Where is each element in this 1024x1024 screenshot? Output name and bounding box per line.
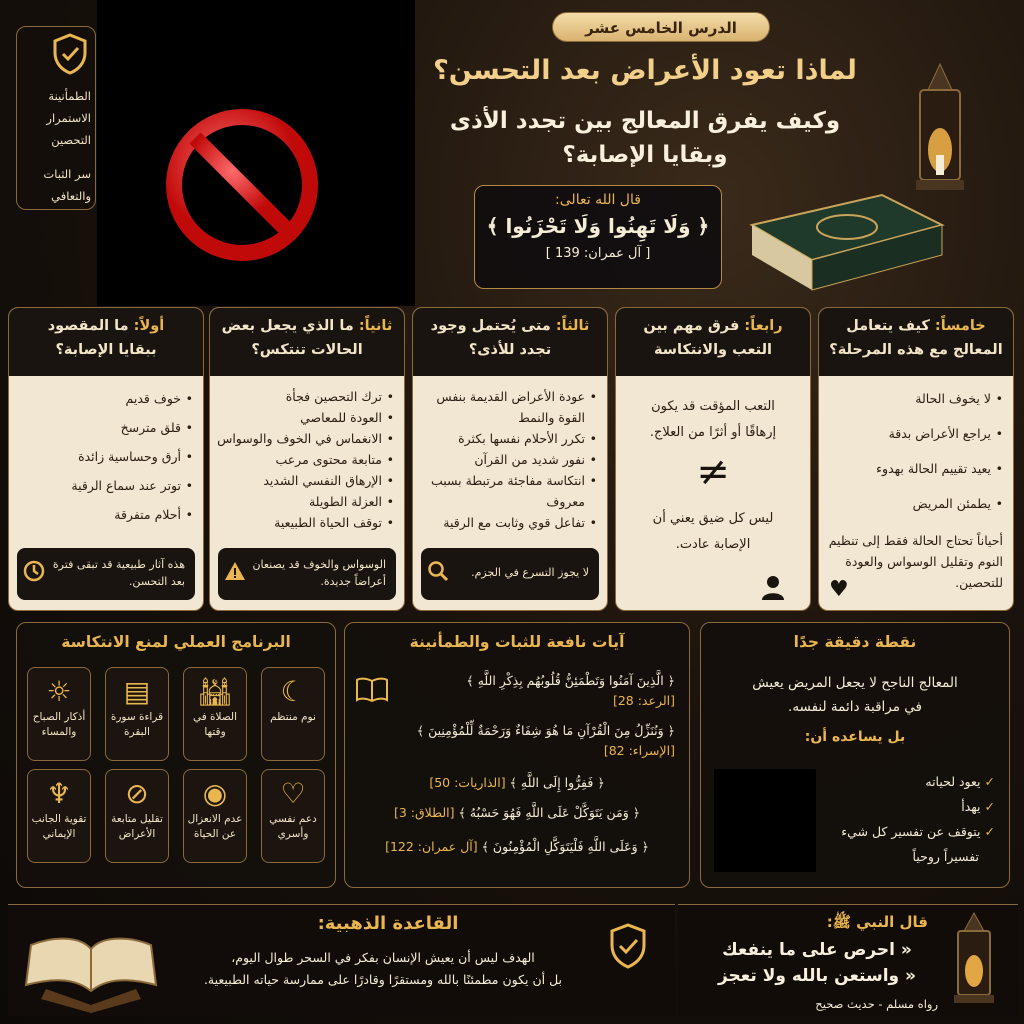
col2-note (218, 548, 396, 600)
col5-num: خامساً: (934, 318, 986, 334)
list-item: • أرق وحساسية زائدة (15, 446, 193, 467)
subtle-line-1: المعالج الناجح لا يجعل المريض يعيش (752, 675, 958, 691)
verses-title: آيات نافعة للثبات والطمأنينة (409, 633, 625, 651)
verse-4: ﴿ وَمَن يَتَوَكَّلْ عَلَى اللَّهِ فَهُوَ حَسْبُهُ ﴾ (458, 805, 641, 820)
list-item: • توقف الحياة الطبيعية (216, 512, 394, 533)
tile-no-isolation (183, 769, 247, 863)
subtle-sub: بل يساعده أن: (804, 729, 906, 745)
list-item: • توتر عند سماع الرقية (15, 475, 193, 496)
hadith-line-2: « واستعن بالله ولا تعجز (717, 966, 917, 986)
tile-label: أذكار الصباح والمساء (32, 711, 86, 738)
list-item-text: يعود لحياته (925, 774, 981, 789)
hadith-line-1: « احرص على ما ينفعك (722, 940, 912, 960)
sun-moon-icon: ☼ (46, 675, 72, 708)
verses-panel (344, 622, 690, 888)
golden-title: القاعدة الذهبية: (317, 913, 459, 934)
shield-check-icon (51, 33, 89, 83)
verse-4-ref: [الطلاق: 3] (393, 805, 455, 820)
col-5-handling (818, 307, 1014, 611)
verse-5: ﴿ وَعَلَى اللَّهِ فَلْيَتَوَكَّلِ الْمُؤْمِنُونَ ﴾ (481, 839, 649, 854)
list-item: • العزلة الطويلة (216, 491, 394, 512)
col1-title1: ما المقصود (47, 318, 129, 334)
tile-less-monitoring (105, 769, 169, 863)
col4-title2: التعب والانتكاسة (654, 342, 772, 358)
list-item-text: يتوقف عن تفسير كل شيء (841, 824, 981, 839)
subtle-list (815, 769, 995, 869)
list-item: • تفاعل قوي وثابت مع الرقية (419, 512, 597, 533)
clock-icon (23, 560, 45, 584)
col-2-relapse (209, 307, 405, 611)
list-item (815, 794, 995, 819)
col4-num: رابعاً: (744, 318, 783, 334)
list-item: • تكرر الأحلام نفسها بكثرة (419, 428, 597, 449)
ayah-intro: قال الله تعالى: (555, 192, 641, 208)
tile-faith (27, 769, 91, 863)
col3-note-text: لا يجوز التسرع في الجزم. (471, 566, 589, 579)
list-item: • الإرهاق النفسي الشديد (216, 470, 394, 491)
side-line-2: الاستمرار (46, 111, 91, 125)
check-icon: ✓ (984, 824, 995, 839)
col5-title2: المعالج مع هذه المرحلة؟ (829, 342, 1003, 358)
tile-support (261, 769, 325, 863)
open-quran-icon (16, 905, 166, 1017)
check-icon: ✓ (984, 799, 995, 814)
heart-hands-icon: ♡ (280, 777, 306, 810)
col-4-difference (615, 307, 811, 611)
tile-sleep (261, 667, 325, 761)
summary-side-box (16, 26, 96, 210)
hadith-footer (678, 904, 1018, 1016)
col3-note (421, 548, 599, 600)
col3-num: ثالثاً: (555, 318, 590, 334)
tile-label: دعم نفسي وأسري (269, 813, 317, 840)
lamp-icon: ♆ (46, 777, 72, 810)
tile-label: تقليل متابعة الأعراض (111, 813, 163, 840)
col4-text1: التعب المؤقت قد يكون إرهاقًا أو أثرًا من العلاج. (649, 399, 777, 440)
golden-text (158, 947, 608, 991)
tile-label: عدم الانعزال عن الحياة (187, 813, 243, 840)
list-item (815, 769, 995, 794)
person-icon (760, 574, 786, 604)
heart-icon: ♥ (829, 577, 849, 602)
tile-label: تقوية الجانب الإيماني (31, 813, 87, 840)
list-item: • انتكاسة مفاجئة مرتبطة بسبب معروف (419, 470, 597, 512)
verse-5-ref: [آل عمران: 122] (385, 839, 478, 854)
lesson-badge: الدرس الخامس عشر (552, 12, 770, 42)
list-item: • أحلام متفرقة (15, 504, 193, 525)
list-item (815, 819, 995, 844)
ayah-ref: [ آل عمران: 139 ] (545, 246, 651, 261)
col4-title1: فرق مهم بين (643, 318, 740, 334)
subtitle-line-2: وبقايا الإصابة؟ (562, 142, 728, 168)
col4-text2: ليس كل ضيق يعني أن الإصابة عادت. (652, 511, 774, 552)
subtle-text (701, 671, 1009, 719)
verse-3-ref: [الذاريات: 50] (429, 775, 506, 790)
check-icon: ✓ (984, 774, 995, 789)
list-item-text: يهدأ (961, 799, 981, 814)
list-item: • الانغماس في الخوف والوسواس (216, 428, 394, 449)
list-item: • ترك التحصين فجأة (216, 386, 394, 407)
prohibited-icon (163, 106, 321, 268)
search-icon (427, 560, 449, 584)
golden-line-1: الهدف ليس أن يعيش الإنسان بفكر في السحر طوال اليوم، (231, 950, 535, 965)
col5-text: أحياناً تحتاج الحالة فقط إلى تنظيم النوم وتقليل الوسواس والعودة للتحصين. (828, 533, 1003, 590)
subtle-line-2: في مراقبة دائمة لنفسه. (788, 699, 922, 715)
program-panel (16, 622, 336, 888)
program-title: البرنامج العملي لمنع الانتكاسة (61, 633, 291, 651)
open-book-icon (355, 677, 389, 707)
list-item: • لا يخوف الحالة (825, 388, 1003, 409)
col2-num: ثانياً: (358, 318, 393, 334)
col1-note-text: هذه آثار طبيعية قد تبقى فترة بعد التحسن. (52, 558, 185, 588)
tile-adhkar (27, 667, 91, 761)
col1-num: أولاً: (133, 318, 165, 334)
book-icon: ▤ (123, 675, 151, 708)
col2-title2: الحالات تنتكس؟ (251, 342, 363, 358)
golden-line-2: بل أن يكون مطمئنًا بالله ومستقرًا وقادرًا على ممارسة حياته الطبيعية. (203, 972, 563, 987)
list-item: • يراجع الأعراض بدقة (825, 423, 1003, 444)
subtitle-line-1: وكيف يفرق المعالج بين تجدد الأذى (449, 108, 841, 134)
golden-rule-footer (8, 904, 675, 1016)
col-1-residue (8, 307, 204, 611)
col1-title2: ببقايا الإصابة؟ (55, 342, 157, 358)
list-item: • العودة للمعاصي (216, 407, 394, 428)
list-item: • قلق مترسخ (15, 417, 193, 438)
hadith-text (692, 937, 942, 989)
col1-note (17, 548, 195, 600)
col3-title2: تجدد للأذى؟ (468, 342, 552, 358)
main-title: لماذا تعود الأعراض بعد التحسن؟ (433, 55, 857, 86)
list-item: • يعيد تقييم الحالة بهدوء (825, 458, 1003, 479)
tile-label: قراءة سورة البقرة (110, 711, 164, 738)
list-item: • نفور شديد من القرآن (419, 449, 597, 470)
list-item: • عودة الأعراض القديمة بنفس القوة والنمط (419, 386, 597, 428)
tile-label: نوم منتظم (270, 711, 316, 723)
side-line-3: التحصين (51, 133, 91, 147)
tile-label: الصلاة في وقتها (192, 711, 238, 738)
tile-baqara (105, 667, 169, 761)
side-line-4: سر الثبات (43, 167, 91, 181)
sleep-icon: ☾ (280, 675, 306, 708)
mosque-icon: 🕌︎ (197, 675, 233, 708)
hadith-source: رواه مسلم - حديث صحيح (815, 997, 938, 1011)
subtle-tail: تفسيراً روحياً (912, 849, 979, 864)
subtle-title: نقطة دقيقة جدًا (793, 633, 917, 651)
side-line-5: والتعافي (51, 189, 91, 203)
lantern-icon (946, 911, 1002, 1019)
ayah-box (474, 185, 722, 289)
verse-2-ref: [الإسراء: 82] (603, 743, 675, 758)
warning-icon (224, 560, 246, 584)
person-circle-icon: ◉ (202, 777, 228, 810)
verse-1-ref: [الرعد: 28] (612, 693, 675, 708)
quran-book-icon (742, 185, 952, 295)
hadith-intro: قال النبي ﷺ: (826, 913, 928, 931)
no-search-icon: ⊘ (125, 777, 149, 810)
col3-title1: متى يُحتمل وجود (430, 318, 551, 334)
redacted-image-block (97, 0, 415, 306)
list-item: • خوف قديم (15, 388, 193, 409)
not-equal-symbol: ≠ (696, 449, 730, 495)
subtitle (415, 104, 875, 172)
ayah-text: ﴿ وَلَا تَهِنُوا وَلَا تَحْزَنُوا ﴾ (486, 214, 710, 238)
tile-prayer (183, 667, 247, 761)
col2-title1: ما الذي يجعل بعض (221, 318, 354, 334)
list-item: • متابعة محتوى مرعب (216, 449, 394, 470)
redacted-block (714, 769, 816, 872)
col2-note-text: الوسواس والخوف قد يصنعان أعراضاً جديدة. (252, 558, 386, 588)
verse-3: ﴿ فَفِرُّوا إِلَى اللَّهِ ﴾ (509, 775, 605, 790)
verse-2: ﴿ وَنُنَزِّلُ مِنَ الْقُرْآنِ مَا هُوَ شِفَاءٌ وَرَحْمَةٌ لِّلْمُؤْمِنِينَ ﴾ (416, 723, 675, 738)
list-item: • يطمئن المريض (825, 493, 1003, 514)
shield-check-icon (608, 923, 648, 973)
verse-1: ﴿ الَّذِينَ آمَنُوا وَتَطْمَئِنُّ قُلُوبُهُم بِذِكْرِ اللَّهِ ﴾ (466, 673, 675, 688)
side-line-1: الطمأنينة (48, 89, 91, 103)
col-3-renewal (412, 307, 608, 611)
col5-title1: كيف يتعامل (846, 318, 930, 334)
